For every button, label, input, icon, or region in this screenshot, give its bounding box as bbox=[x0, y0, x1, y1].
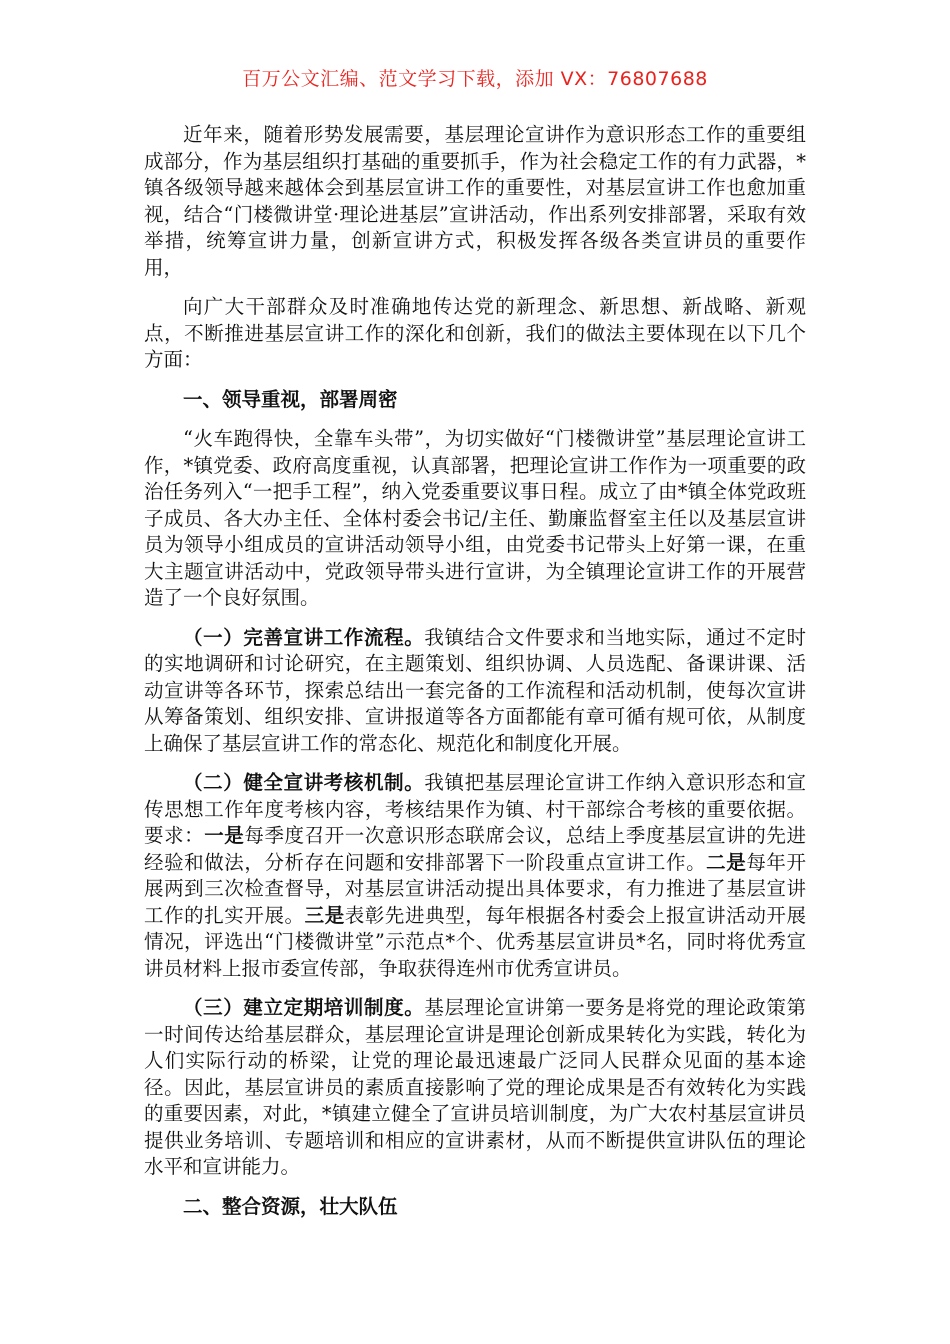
subsection-1-title: （一）完善宣讲工作流程。 bbox=[183, 625, 425, 649]
section-2-heading: 二、整合资源，壮大队伍 bbox=[183, 1194, 398, 1218]
subsection-3-title: （三）建立定期培训制度。 bbox=[183, 996, 425, 1019]
subsection-3-body: 基层理论宣讲第一要务是将党的理论政策第一时间传达给基层群众，基层理论宣讲是理论创新成果转化为实践，转化为人们实际行动的桥梁，让党的理论最迅速最广泛同人民群众见面的基本途径。因此，基层宣讲员的素质直接影响了党的理论成果是否有效转化为实践的重要因素，对此，*镇建立健全了宣讲员培训制度，为广大农村基层宣讲员提供业务培训、专题培训和相应的宣讲素材，从而不断提供宣讲队伍的理论水平和宣讲能力。 bbox=[144, 996, 806, 1178]
watermark-banner: 百万公文汇编、范文学习下载，添加 VX：76807688 bbox=[242, 68, 708, 90]
intro-paragraph-1: 近年来，随着形势发展需要，基层理论宣讲作为意识形态工作的重要组成部分，作为基层组织打基础的重要抓手，作为社会稳定工作的有力武器，*镇各级领导越来越体会到基层宣讲工作的重要性，对基层宣讲工作也愈加重视，结合“门楼微讲堂·理论进基层”宣讲活动，作出系列安排部署，采取有效举措，统筹宣讲力量，创新宣讲方式，积极发挥各级各类宣讲员的重要作用， bbox=[144, 123, 806, 279]
subsection-2-body-d: 表彰先进典型，每年根据各村委会上报宣讲活动开展情况，评选出“门楼微讲堂”示范点*个、优秀基层宣讲员*名，同时将优秀宣讲员材料上报市委宣传部，争取获得连州市优秀宣讲员。 bbox=[144, 903, 806, 980]
subsection-3-paragraph bbox=[144, 995, 806, 1181]
document-body bbox=[144, 122, 806, 1220]
intro-paragraph-2: 向广大干部群众及时准确地传达党的新理念、新思想、新战略、新观点，不断推进基层宣讲工作的深化和创新，我们的做法主要体现在以下几个方面： bbox=[144, 295, 806, 371]
subsection-2-keyword-2: 二是 bbox=[706, 850, 747, 874]
subsection-2-body-a: 我镇把基层理论宣讲工作纳入意识形态和宣传思想工作年度考核内容，考核结果作为镇、村干部综合考核的重要依据。要求： bbox=[144, 771, 806, 847]
subsection-1-body: 我镇结合文件要求和当地实际，通过不定时的实地调研和讨论研究，在主题策划、组织协调、人员选配、备课讲课、活动宣讲等各环节，探索总结出一套完备的工作流程和活动机制，使每次宣讲从筹备策划、组织安排、宣讲报道等各方面都能有章可循有规可依，从制度上确保了基层宣讲工作的常态化、规范化和制度化开展。 bbox=[144, 625, 806, 755]
section-1-paragraph: “火车跑得快，全靠车头带”，为切实做好“门楼微讲堂”基层理论宣讲工作，*镇党委、政府高度重视，认真部署，把理论宣讲工作作为一项重要的政治任务列入“一把手工程”，纳入党委重要议事日程。成立了由*镇全体党政班子成员、各大办主任、全体村委会书记/主任、勤廉监督室主任以及基层宣讲员为领导小组成员的宣讲活动领导小组，由党委书记带头上好第一课，在重大主题宣讲活动中，党政领导带头进行宣讲，为全镇理论宣讲工作的开展营造了一个良好氛围。 bbox=[144, 427, 806, 609]
subsection-2-paragraph bbox=[144, 770, 806, 982]
subsection-1-paragraph bbox=[144, 625, 806, 758]
subsection-2-title: （二）健全宣讲考核机制。 bbox=[183, 771, 425, 794]
subsection-2-keyword-3: 三是 bbox=[304, 903, 345, 927]
subsection-2-body-b: 每季度召开一次意识形态联席会议，总结上季度基层宣讲的先进经验和做法，分析存在问题和安排部署下一阶段重点宣讲工作。 bbox=[144, 824, 806, 874]
subsection-2-keyword-1: 一是 bbox=[204, 824, 245, 847]
subsection-2-body-c: 每年开展两到三次检查督导，对基层宣讲活动提出具体要求，有力推进了基层宣讲工作的扎实开展。 bbox=[144, 850, 806, 927]
section-1-heading: 一、领导重视，部署周密 bbox=[183, 387, 398, 411]
